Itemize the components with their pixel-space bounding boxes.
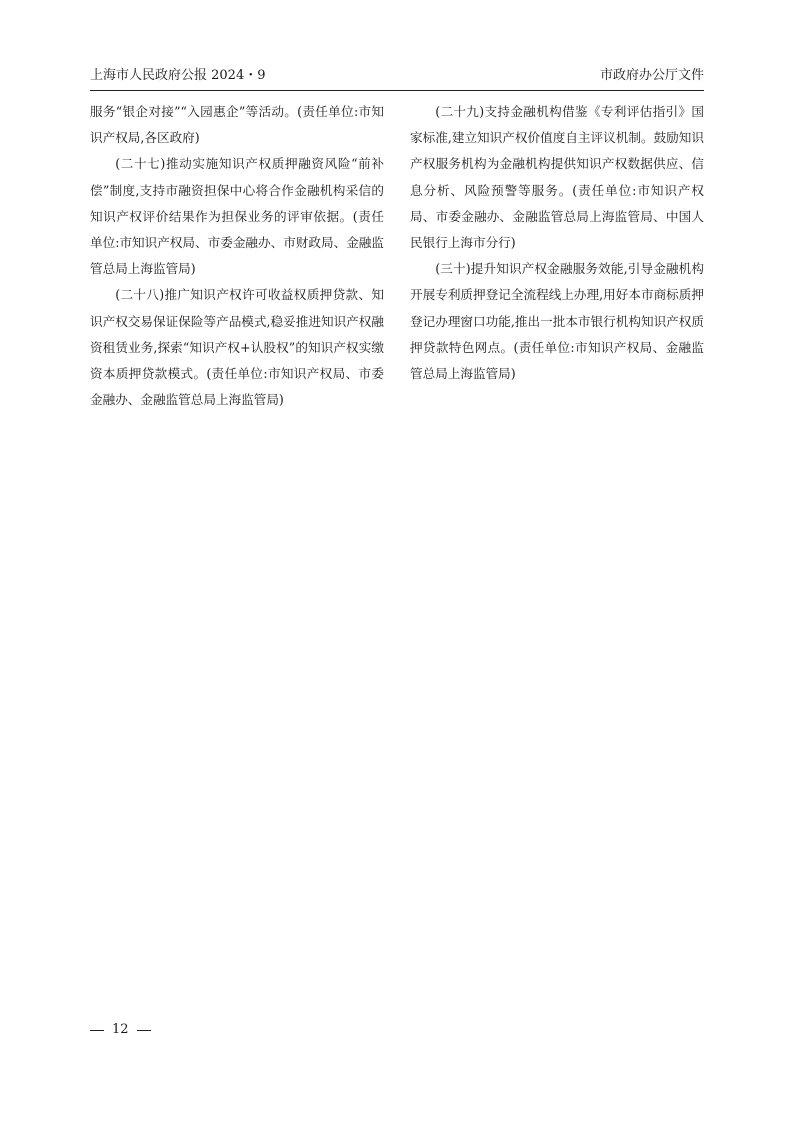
paragraph-item-28: (二十八)推广知识产权许可收益权质押贷款、知识产权交易保证保险等产品模式,稳妥推进知识产权融资租赁业务,探索“知识产权+认股权”的知识产权实缴资本质押贷款模式。(责任单位:市知识产权局、市委金融办、金融监管总局上海监管局) xyxy=(90,287,384,408)
paragraph-item-30: (三十)提升知识产权金融服务效能,引导金融机构开展专利质押登记全流程线上办理,用好本市商标质押登记办理窗口功能,推出一批本市银行机构知识产权质押贷款特色网点。(责任单位:市知识产权局、金融监管总局上海监管局) xyxy=(410,261,704,382)
running-header xyxy=(90,66,704,88)
footer-dash-right xyxy=(137,1030,151,1031)
left-column xyxy=(90,99,384,413)
page-number: 12 xyxy=(112,1022,129,1037)
footer-dash-left xyxy=(90,1030,104,1031)
section-title: 市政府办公厅文件 xyxy=(599,68,704,83)
header-divider xyxy=(90,90,704,91)
page-footer xyxy=(90,1020,151,1040)
paragraph-item-27: (二十七)推动实施知识产权质押融资风险“前补偿”制度,支持市融资担保中心将合作金融机构采信的知识产权评价结果作为担保业务的评审依据。(责任单位:市知识产权局、市委金融办、市财政局、金融监管总局上海监管局) xyxy=(90,156,384,277)
paragraph-continuation: 服务“银企对接”“入园惠企”等活动。(责任单位:市知识产权局,各区政府) xyxy=(90,104,384,146)
right-column xyxy=(410,99,704,387)
publication-title: 上海市人民政府公报 2024・9 xyxy=(90,68,266,83)
paragraph-item-29: (二十九)支持金融机构借鉴《专利评估指引》国家标准,建立知识产权价值度自主评议机制。鼓励知识产权服务机构为金融机构提供知识产权数据供应、信息分析、风险预警等服务。(责任单位:市知识产权局、市委金融办、金融监管总局上海监管局、中国人民银行上海市分行) xyxy=(410,104,704,251)
